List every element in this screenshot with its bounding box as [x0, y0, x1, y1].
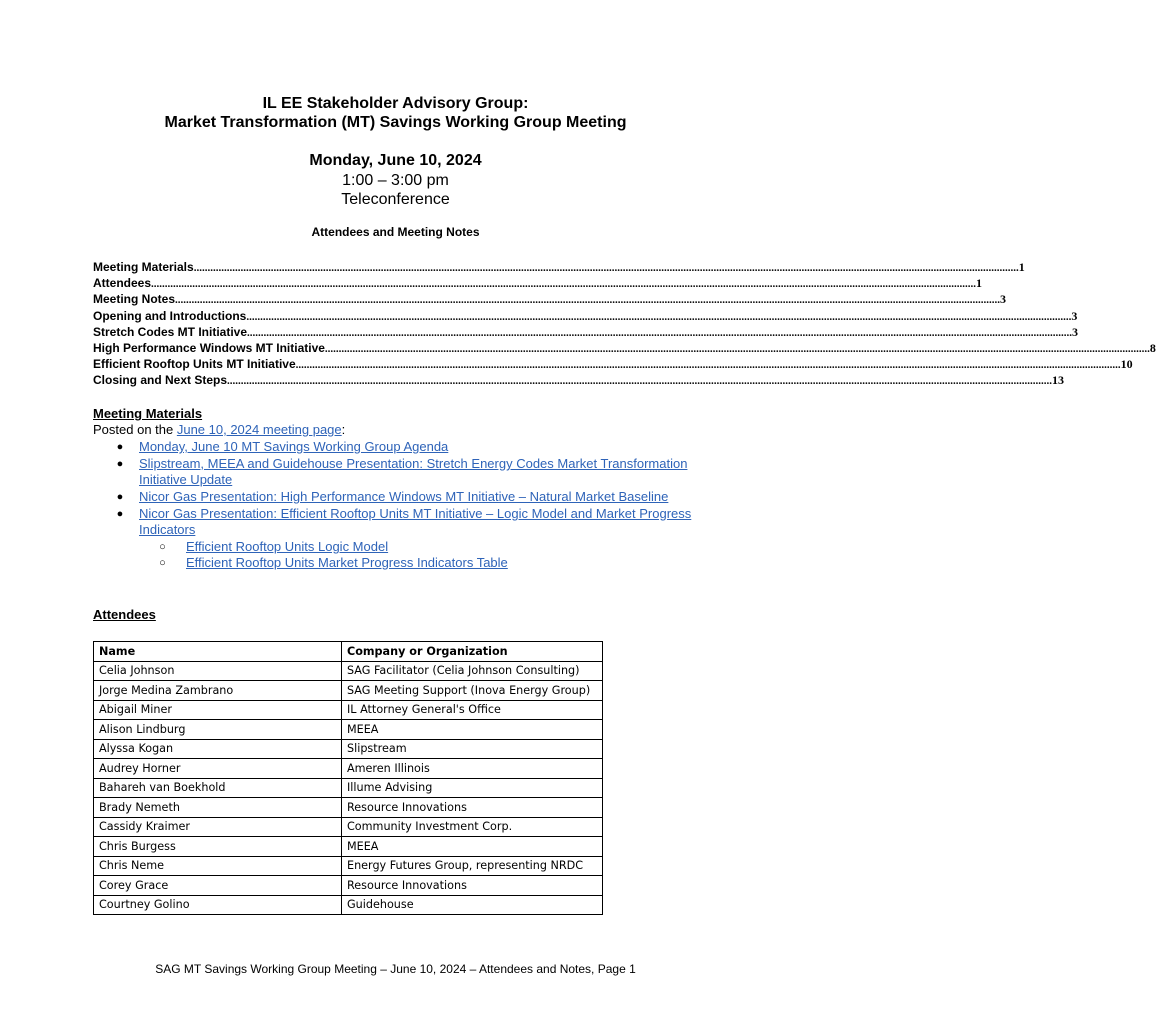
table-row: [94, 837, 603, 857]
column-header-name: Name: [94, 642, 342, 662]
meeting-materials-heading: Meeting Materials: [93, 406, 203, 421]
attendee-organization: MEEA: [342, 720, 603, 740]
attendee-name: Alison Lindburg: [94, 720, 342, 740]
table-row: [94, 856, 603, 876]
document-heading: Attendees and Meeting Notes: [311, 225, 480, 239]
hollow-bullet-icon: ○: [159, 557, 166, 569]
hollow-bullet-icon: ○: [159, 541, 166, 553]
rooftop-units-presentation-link[interactable]: Nicor Gas Presentation: Efficient Rooftop Units MT Initiative – Logic Model and Market Progress Indicators: [139, 506, 692, 537]
table-header-row: [94, 642, 603, 662]
attendees-table: [93, 641, 603, 915]
attendee-organization: Resource Innovations: [342, 876, 603, 896]
toc-entry[interactable]: [93, 275, 983, 291]
stretch-codes-presentation-link[interactable]: Slipstream, MEEA and Guidehouse Presentation: Stretch Energy Codes Market Transformation Initiative Update: [139, 456, 688, 487]
toc-entry[interactable]: [93, 356, 1133, 372]
attendee-organization: Community Investment Corp.: [342, 817, 603, 837]
table-row: [94, 700, 603, 720]
attendee-name: Audrey Horner: [94, 759, 342, 779]
attendee-organization: Guidehouse: [342, 895, 603, 915]
attendee-name: Brady Nemeth: [94, 798, 342, 818]
toc-leader: ............................................................................................................................................................................................................................................................................................................: [175, 294, 1001, 307]
toc-entry[interactable]: [93, 259, 1025, 275]
list-item: [93, 506, 713, 538]
toc-entry[interactable]: [93, 340, 1156, 356]
meeting-location: Teleconference: [341, 191, 450, 208]
attendee-name: Chris Burgess: [94, 837, 342, 857]
meeting-page-link[interactable]: June 10, 2024 meeting page: [176, 422, 342, 437]
toc-label: Meeting Notes: [93, 292, 176, 307]
toc-label: Opening and Introductions: [93, 308, 247, 323]
attendee-organization: Ameren Illinois: [342, 759, 603, 779]
page-footer: SAG MT Savings Working Group Meeting – June 10, 2024 – Attendees and Notes, Page 1: [155, 962, 636, 976]
toc-entry[interactable]: [93, 372, 1065, 388]
materials-list: [93, 439, 713, 571]
table-row: [94, 895, 603, 915]
attendee-name: Corey Grace: [94, 876, 342, 896]
list-item: [93, 489, 713, 505]
document-title-line1: IL EE Stakeholder Advisory Group:: [262, 95, 529, 112]
progress-indicators-link[interactable]: Efficient Rooftop Units Market Progress Indicators Table: [186, 555, 508, 570]
column-header-organization: Company or Organization: [342, 642, 603, 662]
table-row: [94, 876, 603, 896]
bullet-icon: ●: [116, 441, 124, 453]
toc-leader: ............................................................................................................................................................................................................................................................................................................: [151, 278, 977, 291]
toc-label: Meeting Materials: [93, 260, 194, 274]
document-title-line2: Market Transformation (MT) Savings Working Group Meeting: [164, 114, 627, 131]
toc-page-number: 3: [1071, 308, 1078, 323]
table-row: [94, 778, 603, 798]
toc-page-number: 3: [1000, 292, 1007, 307]
attendee-name: Cassidy Kraimer: [94, 817, 342, 837]
table-row: [94, 739, 603, 759]
attendee-organization: IL Attorney General's Office: [342, 700, 603, 720]
toc-leader: ............................................................................................................................................................................................................................................................................................................: [193, 262, 1019, 274]
table-row: [94, 720, 603, 740]
attendee-organization: SAG Meeting Support (Inova Energy Group): [342, 681, 603, 701]
table-row: [94, 681, 603, 701]
agenda-link[interactable]: Monday, June 10 MT Savings Working Group Agenda: [139, 439, 449, 454]
toc-label: Attendees: [93, 276, 152, 291]
posted-prefix: Posted on the: [93, 422, 177, 437]
table-row: [94, 759, 603, 779]
toc-page-number: 1: [1018, 260, 1025, 274]
table-row: [94, 798, 603, 818]
toc-leader: ............................................................................................................................................................................................................................................................................................................: [246, 310, 1072, 323]
toc-entry[interactable]: [93, 291, 1007, 307]
table-of-contents: [93, 259, 1156, 389]
posted-suffix: :: [341, 422, 346, 437]
meeting-date: Monday, June 10, 2024: [309, 152, 482, 169]
meeting-time: 1:00 – 3:00 pm: [342, 172, 449, 189]
list-item: [93, 456, 713, 488]
bullet-icon: ●: [116, 491, 124, 503]
table-row: [94, 817, 603, 837]
sub-list-item: [93, 539, 713, 555]
toc-page-number: 8: [1149, 340, 1156, 355]
toc-leader: ............................................................................................................................................................................................................................................................................................................: [227, 375, 1053, 388]
attendee-organization: Energy Futures Group, representing NRDC: [342, 856, 603, 876]
toc-label: High Performance Windows MT Initiative: [93, 340, 325, 355]
toc-entry[interactable]: [93, 324, 1079, 340]
attendee-organization: Slipstream: [342, 739, 603, 759]
attendee-name: Celia Johnson: [94, 661, 342, 681]
attendee-organization: Resource Innovations: [342, 798, 603, 818]
toc-page-number: 1: [976, 276, 983, 291]
posted-on-line: [93, 422, 345, 438]
toc-leader: ............................................................................................................................................................................................................................................................................................................: [247, 326, 1073, 339]
toc-label: Closing and Next Steps: [93, 373, 228, 388]
toc-label: Stretch Codes MT Initiative: [93, 324, 248, 339]
toc-page-number: 3: [1072, 324, 1079, 339]
sub-list-item: [93, 555, 713, 571]
list-item: [93, 439, 713, 455]
attendee-name: Bahareh van Boekhold: [94, 778, 342, 798]
attendee-organization: MEEA: [342, 837, 603, 857]
attendee-name: Jorge Medina Zambrano: [94, 681, 342, 701]
attendees-heading: Attendees: [93, 607, 156, 622]
table-row: [94, 661, 603, 681]
attendee-organization: SAG Facilitator (Celia Johnson Consulting): [342, 661, 603, 681]
toc-page-number: 13: [1052, 373, 1065, 388]
toc-page-number: 10: [1120, 357, 1133, 372]
bullet-icon: ●: [116, 508, 124, 520]
toc-label: Efficient Rooftop Units MT Initiative: [93, 357, 296, 372]
toc-entry[interactable]: [93, 308, 1078, 324]
logic-model-link[interactable]: Efficient Rooftop Units Logic Model: [186, 539, 389, 554]
toc-leader: ............................................................................................................................................................................................................................................................................................................: [295, 359, 1121, 372]
toc-leader: ............................................................................................................................................................................................................................................................................................................: [324, 342, 1150, 355]
attendee-name: Abigail Miner: [94, 700, 342, 720]
bullet-icon: ●: [116, 458, 124, 470]
attendee-name: Chris Neme: [94, 856, 342, 876]
attendee-organization: Illume Advising: [342, 778, 603, 798]
attendee-name: Alyssa Kogan: [94, 739, 342, 759]
attendee-name: Courtney Golino: [94, 895, 342, 915]
windows-presentation-link[interactable]: Nicor Gas Presentation: High Performance Windows MT Initiative – Natural Market Baseline: [139, 489, 669, 504]
